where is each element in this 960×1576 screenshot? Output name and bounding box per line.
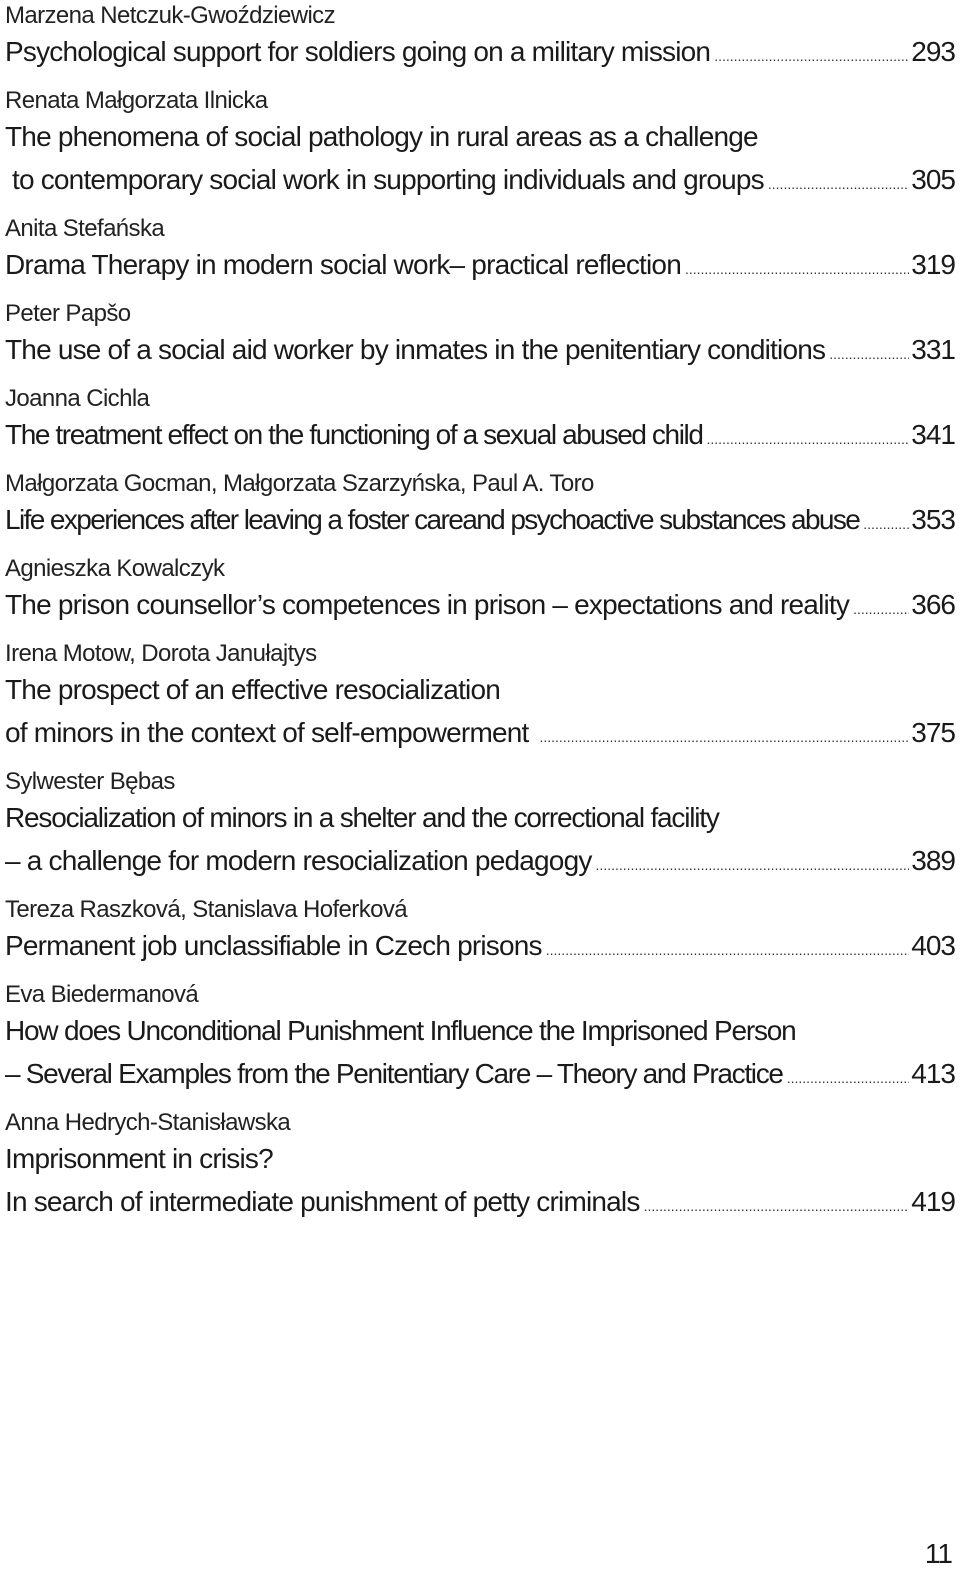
entry-title: In search of intermediate punishment of petty criminals: [5, 1186, 640, 1217]
entry-title-line: [5, 839, 955, 882]
entry-author: Irena Motow, Dorota Janułajtys: [5, 640, 317, 667]
entry-title: The use of a social aid worker by inmates in the penitentiary conditions: [5, 334, 826, 365]
entry-title: The phenomena of social pathology in rural areas as a challenge: [5, 121, 758, 152]
entry-author: Eva Biedermanová: [5, 981, 199, 1008]
entry-author: Sylwester Bębas: [5, 768, 175, 795]
entry-author: Renata Małgorzata Ilnicka: [5, 87, 268, 114]
entry-page-number: 403: [911, 930, 955, 961]
entry-author: Peter Papšo: [5, 300, 131, 327]
entry-title-line: [5, 498, 955, 541]
entry-title: How does Unconditional Punishment Influence the Imprisoned Person: [5, 1015, 796, 1046]
entry-title-line: [5, 413, 955, 456]
entry-page-number: 375: [911, 717, 955, 748]
entry-title: Life experiences after leaving a foster careand psychoactive substances abuse: [5, 504, 860, 535]
dot-leader: [768, 163, 909, 201]
dot-leader: [787, 1057, 910, 1095]
entry-title: Permanent job unclassifiable in Czech prisons: [5, 930, 542, 961]
dot-leader: [539, 716, 909, 754]
dot-leader: [707, 418, 910, 456]
toc-entry[interactable]: [5, 85, 955, 201]
entry-page-number: 353: [911, 504, 955, 535]
entry-author: Anna Hedrych-Stanisławska: [5, 1109, 291, 1136]
entry-title: The prospect of an effective resocialization: [5, 674, 501, 705]
entry-title: Psychological support for soldiers going on a military mission: [5, 36, 711, 67]
entry-title: Imprisonment in crisis?: [5, 1143, 273, 1174]
entry-author: Anita Stefańska: [5, 215, 165, 242]
entry-title: Drama Therapy in modern social work– practical reflection: [5, 249, 681, 280]
entry-page-number: 389: [911, 845, 955, 876]
toc-entry[interactable]: [5, 0, 955, 73]
entry-title-line: [5, 1180, 955, 1223]
entry-page-number: 293: [911, 36, 955, 67]
entry-page-number: 305: [911, 164, 955, 195]
entry-author: Małgorzata Gocman, Małgorzata Szarzyńska, Paul A. Toro: [5, 470, 594, 497]
entry-page-number: 413: [911, 1058, 955, 1089]
toc-entry[interactable]: [5, 553, 955, 626]
toc-entry[interactable]: [5, 894, 955, 967]
entry-title-line: [5, 243, 955, 286]
entry-title: Resocialization of minors in a shelter and the correctional facility: [5, 802, 719, 833]
toc-entry[interactable]: [5, 766, 955, 882]
dot-leader: [546, 929, 910, 967]
entry-page-number: 419: [911, 1186, 955, 1217]
entry-page-number: 319: [911, 249, 955, 280]
dot-leader: [829, 333, 909, 371]
toc-entry[interactable]: [5, 638, 955, 754]
dot-leader: [853, 588, 909, 626]
entry-title: of minors in the context of self-empowerment: [5, 717, 536, 748]
page-folio: 11: [924, 1538, 952, 1569]
entry-title-line: [5, 1052, 955, 1095]
toc-entry[interactable]: [5, 213, 955, 286]
toc-entry[interactable]: [5, 1107, 955, 1223]
entry-title-line: [5, 711, 955, 754]
entry-title: – Several Examples from the Penitentiary Care – Theory and Practice: [5, 1058, 783, 1089]
entry-title: The prison counsellor’s competences in prison – expectations and reality: [5, 589, 850, 620]
entry-title: to contemporary social work in supporting individuals and groups: [5, 164, 764, 195]
entry-title-line: [5, 30, 955, 73]
dot-leader: [863, 503, 909, 541]
entry-author: Tereza Raszková, Stanislava Hoferková: [5, 896, 407, 923]
entry-title-line: [5, 328, 955, 371]
entry-author: Joanna Cichla: [5, 385, 150, 412]
dot-leader: [685, 248, 909, 286]
entry-title: – a challenge for modern resocialization pedagogy: [5, 845, 592, 876]
toc-entry[interactable]: [5, 383, 955, 456]
toc-entry[interactable]: [5, 468, 955, 541]
entry-author: Marzena Netczuk-Gwoździewicz: [5, 2, 335, 29]
dot-leader: [596, 844, 910, 882]
entry-title: The treatment effect on the functioning of a sexual abused child: [5, 419, 703, 450]
dot-leader: [644, 1185, 910, 1223]
dot-leader: [714, 35, 909, 73]
toc-entry[interactable]: [5, 298, 955, 371]
entry-title-line: [5, 583, 955, 626]
entry-title-line: [5, 924, 955, 967]
entry-title-line: [5, 158, 955, 201]
entry-page-number: 341: [911, 419, 955, 450]
entry-author: Agnieszka Kowalczyk: [5, 555, 225, 582]
entry-page-number: 331: [911, 334, 955, 365]
toc-entry[interactable]: [5, 979, 955, 1095]
table-of-contents: [5, 0, 955, 1223]
entry-page-number: 366: [911, 589, 955, 620]
